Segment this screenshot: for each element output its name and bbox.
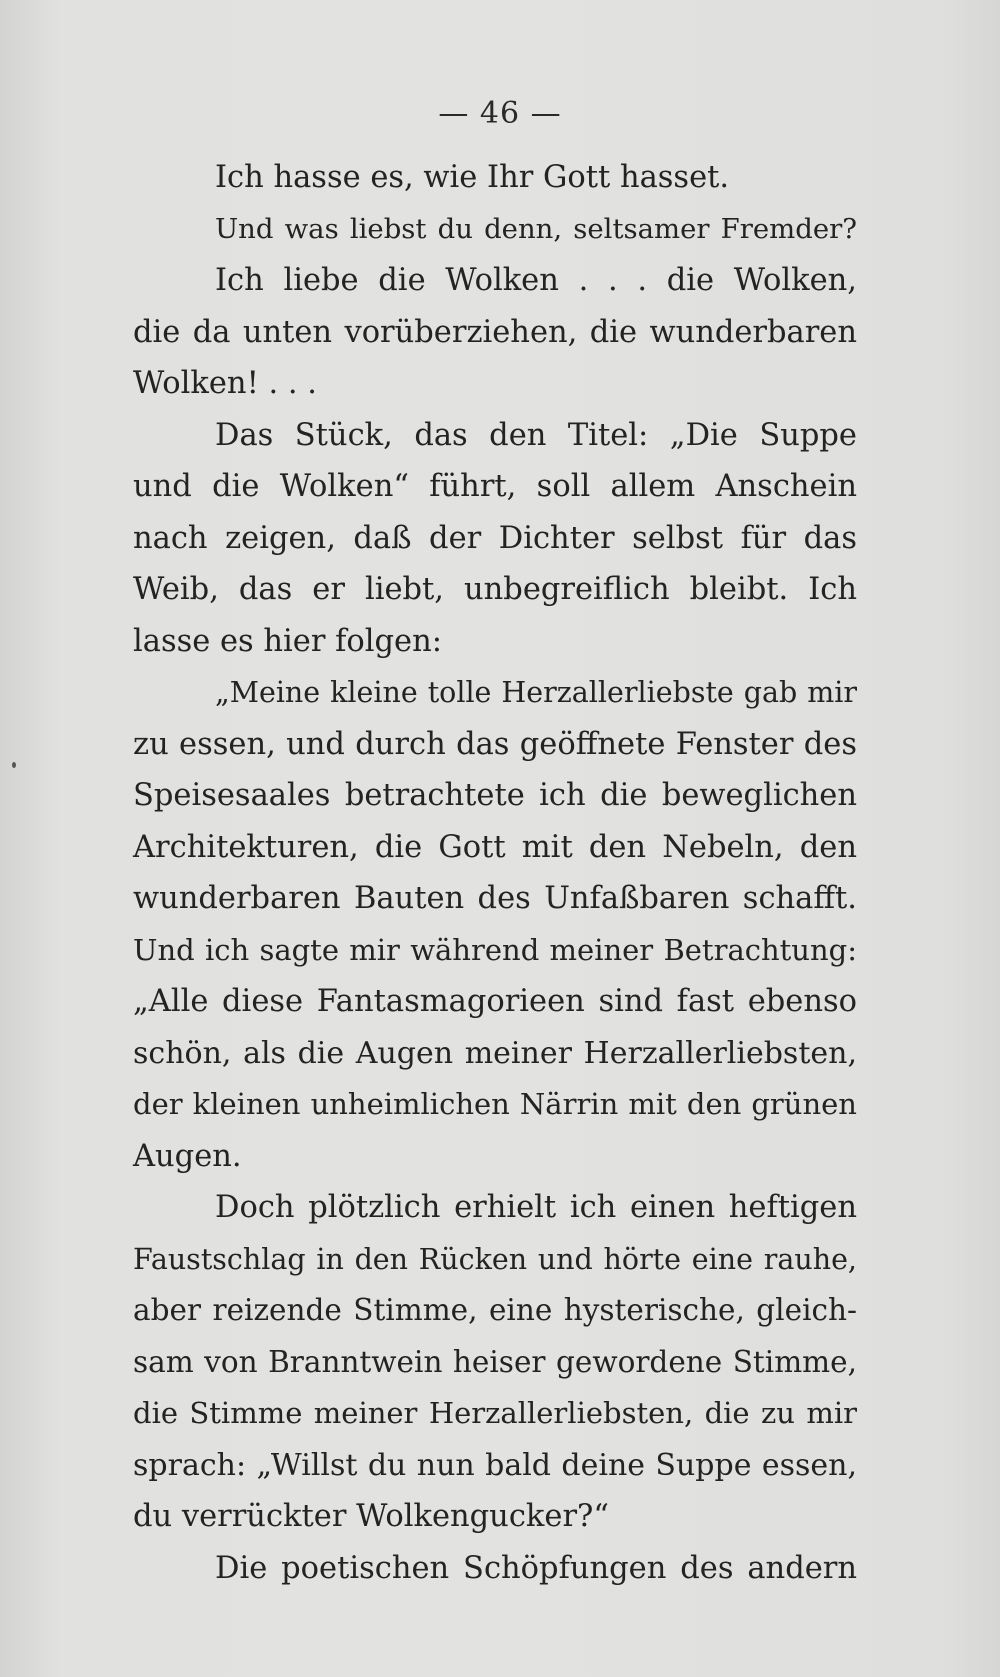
text-line: „Alle diese Fantasmagorieen sind fast ebenso <box>133 984 857 1019</box>
text-line: sprach: „Willst du nun bald deine Suppe essen, <box>133 1447 857 1483</box>
text-line: Speisesaales betrachtete ich die beweglichen <box>133 778 857 813</box>
text-line: Ich hasse es, wie Ihr Gott hasset. <box>215 160 730 195</box>
text-line: nach zeigen, daß der Dichter selbst für das <box>133 520 857 556</box>
text-line: der kleinen unheimlichen Närrin mit den grünen <box>133 1087 857 1121</box>
text-line: „Meine kleine tolle Herzallerliebste gab mir <box>215 676 857 709</box>
text-line: Das Stück, das den Titel: „Die Suppe <box>215 417 857 453</box>
text-line: Doch plötzlich erhielt ich einen heftigen <box>215 1190 857 1225</box>
text-line: und die Wolken“ führt, soll allem Anschein <box>133 469 857 504</box>
text-line: Wolken! . . . <box>133 366 317 401</box>
text-line: zu essen, und durch das geöffnete Fenster des <box>133 726 857 762</box>
text-line: die da unten vorüberziehen, die wunderbaren <box>133 314 857 350</box>
text-line: Und ich sagte mir während meiner Betrachtung: <box>133 932 857 967</box>
text-line: aber reizende Stimme, eine hysterische, gleich- <box>133 1293 857 1327</box>
text-line: Ich liebe die Wolken . . . die Wolken, <box>215 263 857 298</box>
text-line: schön, als die Augen meiner Herzallerliebsten, <box>133 1035 857 1071</box>
text-line: sam von Branntwein heiser gewordene Stimme, <box>133 1344 857 1379</box>
text-line: du verrückter Wolkengucker?“ <box>133 1499 609 1534</box>
text-line: wunderbaren Bauten des Unfaßbaren schafft. <box>133 881 857 916</box>
text-line: Die poetischen Schöpfungen des andern <box>215 1550 857 1586</box>
text-line: lasse es hier folgen: <box>133 623 443 659</box>
text-line: Faustschlag in den Rücken und hörte eine rauhe, <box>133 1242 857 1276</box>
body-text <box>133 152 857 1594</box>
text-line: Weib, das er liebt, unbegreiflich bleibt. Ich <box>133 572 857 607</box>
paper-speck <box>12 762 16 768</box>
text-line: Architekturen, die Gott mit den Nebeln, den <box>133 829 857 865</box>
text-line: die Stimme meiner Herzallerliebsten, die zu mir <box>133 1396 857 1430</box>
text-line: Und was liebst du denn, seltsamer Fremder? <box>215 212 857 245</box>
text-line: Augen. <box>133 1138 242 1174</box>
page-number: — 46 — <box>438 96 562 131</box>
